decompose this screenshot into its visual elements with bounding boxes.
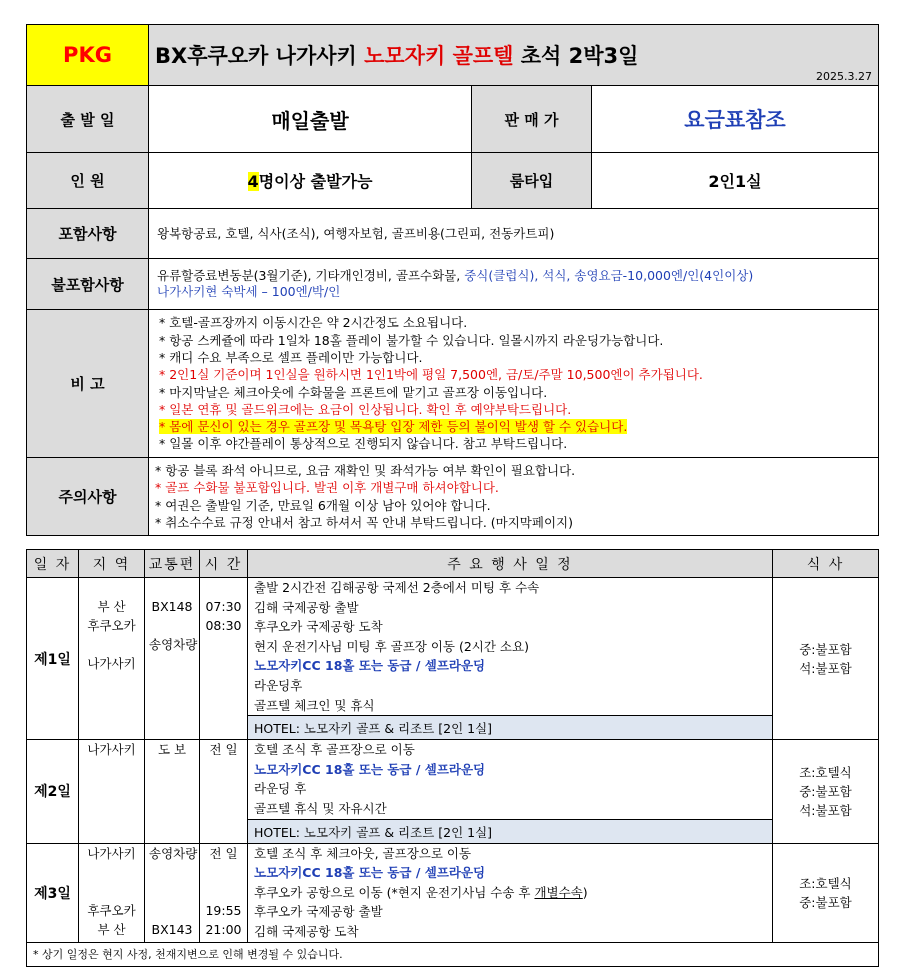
schedule-table (26, 549, 879, 967)
room-label: 룸타입 (472, 153, 592, 209)
header-meal: 식 사 (773, 550, 879, 578)
caution-item: * 항공 블록 좌석 아니므로, 요금 재확인 및 좌석가능 여부 확인이 필요합니다. (155, 462, 576, 478)
day2-itinerary: 호텔 조식 후 골프장으로 이동 노모자키CC 18홀 또는 동급 / 셀프라운딩 라운딩 후 골프텔 휴식 및 자유시간 HOTEL: 노모자키 골프 & 리조트 [2인 1실] (248, 740, 773, 843)
info-table (26, 24, 879, 536)
day3-regions: 나가사키 후쿠오카 부 산 (79, 843, 145, 942)
exclude-line1-blue: 중식(클럽식), 석식, 송영요금-10,000엔/인(4인이상) (464, 268, 754, 283)
caution-label: 주의사항 (27, 458, 149, 536)
remarks-list (149, 310, 879, 458)
day3-times: 전 일 19:55 21:00 (200, 843, 248, 942)
remark-item: * 호텔-골프장까지 이동시간은 약 2시간정도 소요됩니다. (159, 315, 468, 331)
remarks-label: 비 고 (27, 310, 149, 458)
day1-transports: BX148 송영차량 (145, 578, 200, 740)
exclude-line1: 유류할증료변동분(3월기준), 기타개인경비, 골프수화물, (157, 268, 465, 283)
remark-item: * 캐디 수요 부족으로 셀프 플레이만 가능합니다. (159, 349, 423, 365)
schedule-row-day2 (27, 740, 879, 843)
day1-meals: 중:불포함 석:불포함 (773, 578, 879, 740)
day1-hotel: HOTEL: 노모자키 골프 & 리조트 [2인 1실] (248, 715, 772, 739)
day3-transports: 송영차량 BX143 (145, 843, 200, 942)
caution-item: * 여권은 출발일 기준, 만료일 6개월 이상 남아 있어야 합니다. (155, 497, 491, 513)
header-region: 지 역 (79, 550, 145, 578)
title-highlight: 노모자키 골프텔 (364, 44, 514, 68)
schedule-row-day3 (27, 843, 879, 942)
include-value: 왕복항공료, 호텔, 식사(조식), 여행자보험, 골프비용(그린피, 전동카트피) (149, 209, 879, 259)
room-value: 2인1실 (592, 153, 879, 209)
day2-time: 전 일 (200, 740, 248, 843)
day2-transport: 도 보 (145, 740, 200, 843)
people-text: 명이상 출발가능 (258, 172, 373, 191)
header-transport: 교통편 (145, 550, 200, 578)
schedule-footnote: * 상기 일정은 현지 사정, 천재지변으로 인해 변경될 수 있습니다. (27, 942, 879, 966)
header-time: 시 간 (200, 550, 248, 578)
remark-item: * 2인1실 기준이며 1인실을 원하시면 1인1박에 평일 7,500엔, 금/토/주말 10,500엔이 추가됩니다. (159, 367, 703, 383)
schedule-header-row (27, 550, 879, 578)
caution-item: * 취소수수료 규정 안내서 참고 하셔서 꼭 안내 부탁드립니다. (마지막페이지) (155, 514, 573, 530)
price-value: 요금표참조 (592, 86, 879, 153)
departure-value: 매일출발 (149, 86, 472, 153)
day1-label: 제1일 (27, 578, 79, 740)
people-value (149, 153, 472, 209)
people-min-count: 4 (247, 172, 259, 191)
day2-label: 제2일 (27, 740, 79, 843)
remark-item: * 항공 스케쥴에 따라 1일차 18홀 플레이 불가할 수 있습니다. 일몰시까지 라운딩가능합니다. (159, 332, 664, 348)
remark-item: * 일몰 이후 야간플레이 통상적으로 진행되지 않습니다. 참고 부탁드립니다. (159, 436, 568, 452)
price-label: 판 매 가 (472, 86, 592, 153)
day2-region: 나가사키 (79, 740, 145, 843)
remark-item-highlighted: * 몸에 문신이 있는 경우 골프장 및 목욕탕 입장 제한 등의 불이익 발생 할 수 있습니다. (159, 419, 628, 435)
day2-meals: 조:호텔식 중:불포함 석:불포함 (773, 740, 879, 843)
document-date: 2025.3.27 (816, 70, 873, 83)
exclude-label: 불포함사항 (27, 259, 149, 310)
day1-regions: 부 산 후쿠오카 나가사키 (79, 578, 145, 740)
header-itinerary: 주 요 행 사 일 정 (248, 550, 773, 578)
day3-meals: 조:호텔식 중:불포함 (773, 843, 879, 942)
day1-times: 07:30 08:30 (200, 578, 248, 740)
day3-label: 제3일 (27, 843, 79, 942)
day2-hotel: HOTEL: 노모자키 골프 & 리조트 [2인 1실] (248, 819, 772, 843)
departure-label: 출 발 일 (27, 86, 149, 153)
pkg-badge: PKG (27, 25, 149, 86)
remark-item: * 마지막날은 체크아웃에 수화물을 프론트에 맡기고 골프장 이동입니다. (159, 384, 548, 400)
schedule-row-day1 (27, 578, 879, 740)
day3-itinerary: 호텔 조식 후 체크아웃, 골프장으로 이동 노모자키CC 18홀 또는 동급 / 셀프라운딩 후쿠오카 공항으로 이동 (*현지 운전기사님 수송 후 개별수속) 후쿠오카 국제공항 출발 김해 국제공항 도착 (248, 843, 773, 942)
title-prefix: BX후쿠오카 나가사키 (155, 44, 365, 68)
title-suffix: 초석 2박3일 (513, 44, 639, 68)
header-day: 일 자 (27, 550, 79, 578)
people-label: 인 원 (27, 153, 149, 209)
exclude-value (149, 259, 879, 310)
day1-itinerary: 출발 2시간전 김해공항 국제선 2층에서 미팅 후 수속 김해 국제공항 출발 후쿠오카 국제공항 도착 현지 운전기사님 미팅 후 골프장 이동 (2시간 소요) 노모자키CC 18홀 또는 동급 / 셀프라운딩 라운딩후 골프텔 체크인 및 휴식 HOTEL: 노모자키 골프 & 리조트 [2인 1실] (248, 578, 773, 740)
caution-list (149, 458, 879, 536)
exclude-line2: 나가사키현 숙박세 – 100엔/박/인 (157, 284, 341, 299)
page-title (149, 25, 879, 86)
caution-item: * 골프 수화물 불포함입니다. 발권 이후 개별구매 하셔야합니다. (155, 480, 499, 496)
remark-item: * 일본 연휴 및 골드위크에는 요금이 인상됩니다. 확인 후 예약부탁드립니다. (159, 401, 572, 417)
include-label: 포함사항 (27, 209, 149, 259)
